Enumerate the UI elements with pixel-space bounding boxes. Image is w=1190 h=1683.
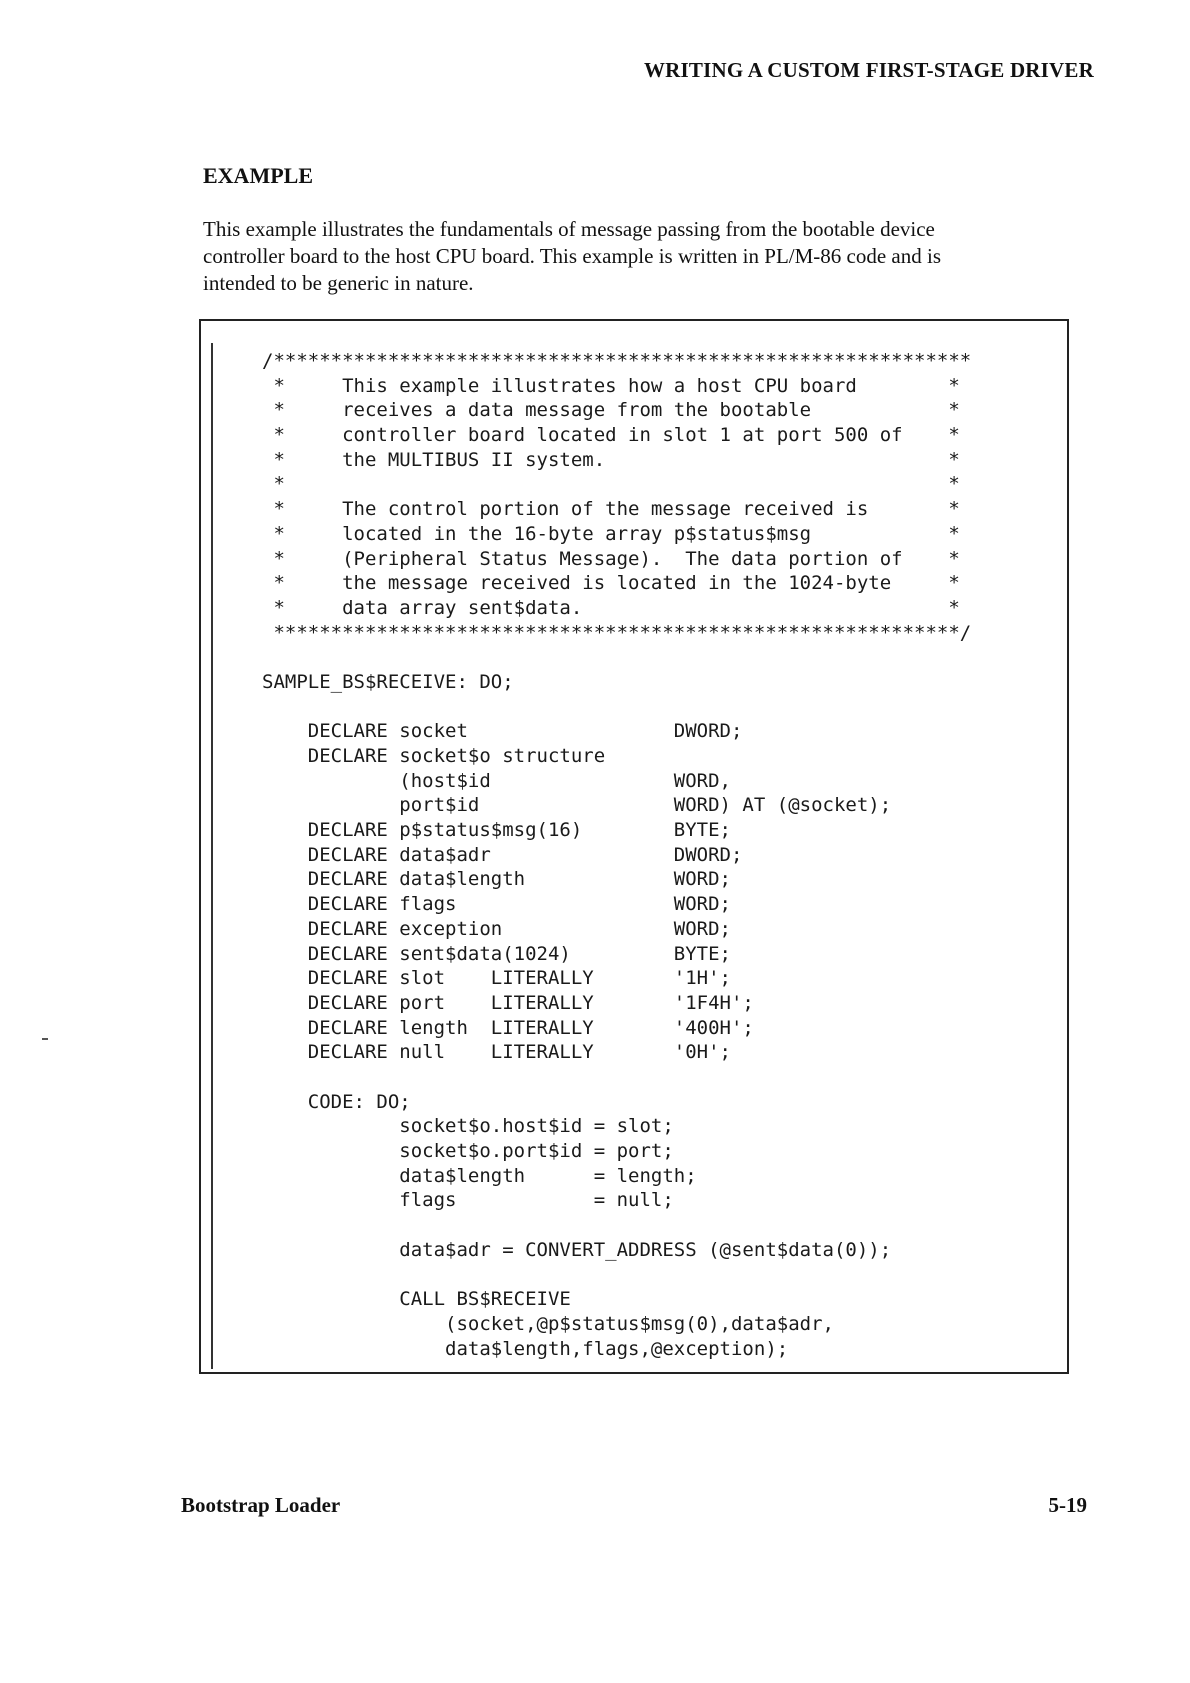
code-line: (socket,@p$status$msg(0),data$adr,: [262, 1312, 834, 1335]
code-line: DECLARE length LITERALLY '400H';: [262, 1016, 754, 1039]
code-line: [262, 1213, 971, 1238]
code-line: flags = null;: [262, 1189, 674, 1212]
intro-line: This example illustrates the fundamentals of message passing from the bootable device: [203, 217, 935, 241]
code-line: * the message received is located in the 1024-byte *: [262, 572, 960, 595]
code-listing-inner-rule: [211, 343, 213, 1369]
code-line: [262, 1262, 971, 1287]
code-line: DECLARE p$status$msg(16) BYTE;: [262, 819, 731, 842]
code-line: [262, 1065, 971, 1090]
code-line: data$adr = CONVERT_ADDRESS (@sent$data(0));: [262, 1238, 892, 1261]
code-line: data$length = length;: [262, 1164, 697, 1187]
code-line: * controller board located in slot 1 at port 500 of *: [262, 424, 960, 447]
code-line: * The control portion of the message received is *: [262, 498, 960, 521]
code-line: [262, 645, 971, 670]
code-line: [262, 695, 971, 720]
code-line: socket$o.port$id = port;: [262, 1140, 674, 1162]
code-line: ************************************************************/: [262, 621, 972, 644]
intro-line: intended to be generic in nature.: [203, 271, 474, 295]
code-line: * located in the 16-byte array p$status$msg *: [262, 522, 960, 545]
footer-page-number: 5-19: [1048, 1493, 1087, 1517]
code-line: DECLARE socket DWORD;: [262, 720, 743, 743]
code-line: * the MULTIBUS II system. *: [262, 448, 960, 471]
code-line: DECLARE socket$o structure: [262, 745, 606, 767]
footer-book-title: Bootstrap Loader: [181, 1493, 341, 1517]
code-listing: [262, 349, 971, 1361]
code-line: CALL BS$RECEIVE: [262, 1288, 571, 1311]
section-heading: EXAMPLE: [203, 163, 313, 188]
code-line: (host$id WORD,: [262, 769, 731, 792]
code-line: DECLARE flags WORD;: [262, 893, 731, 916]
margin-mark: [42, 1038, 48, 1040]
code-line: DECLARE data$length WORD;: [262, 868, 731, 891]
code-line: DECLARE null LITERALLY '0H';: [262, 1041, 731, 1064]
code-line: CODE: DO;: [262, 1090, 411, 1113]
code-line: data$length,flags,@exception);: [262, 1337, 789, 1360]
code-line: /*************************************************************: [262, 350, 972, 372]
intro-line: controller board to the host CPU board. This example is written in PL/M-86 code and is: [203, 244, 941, 268]
code-line: port$id WORD) AT (@socket);: [262, 794, 892, 817]
code-line: * receives a data message from the bootable *: [262, 399, 960, 422]
code-line: DECLARE sent$data(1024) BYTE;: [262, 942, 731, 965]
code-line: DECLARE data$adr DWORD;: [262, 843, 743, 866]
code-line: * data array sent$data. *: [262, 596, 960, 619]
code-line: DECLARE exception WORD;: [262, 917, 731, 940]
code-line: * This example illustrates how a host CPU board *: [262, 374, 960, 397]
code-line: * *: [262, 473, 960, 496]
code-line: DECLARE slot LITERALLY '1H';: [262, 967, 731, 990]
intro-paragraph: [203, 216, 1083, 297]
running-header: WRITING A CUSTOM FIRST-STAGE DRIVER: [643, 58, 1094, 82]
code-line: SAMPLE_BS$RECEIVE: DO;: [262, 670, 514, 693]
code-line: socket$o.host$id = slot;: [262, 1115, 674, 1138]
code-line: * (Peripheral Status Message). The data portion of *: [262, 547, 960, 570]
code-line: DECLARE port LITERALLY '1F4H';: [262, 991, 754, 1014]
